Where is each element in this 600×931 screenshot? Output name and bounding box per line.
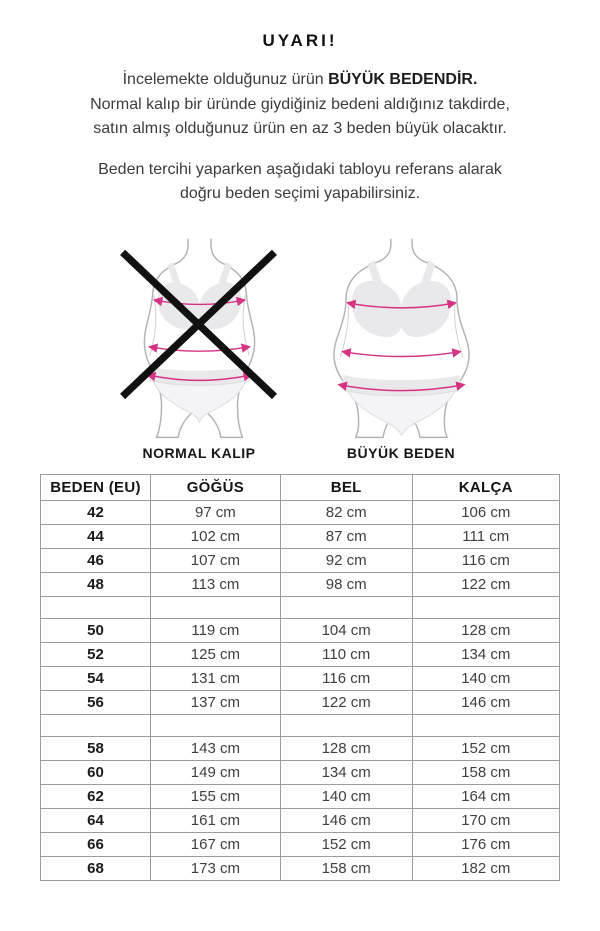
spacer-cell (41, 714, 151, 736)
measurement-cell: 116 cm (280, 666, 412, 690)
measurement-cell: 173 cm (151, 856, 281, 880)
spacer-cell (412, 714, 559, 736)
plus-size-figure (309, 238, 494, 440)
spacer-cell (280, 714, 412, 736)
size-cell: 68 (41, 856, 151, 880)
size-cell: 48 (41, 572, 151, 596)
body-figures-row (0, 238, 600, 461)
size-table-row (41, 832, 560, 856)
spacer-cell (41, 596, 151, 618)
normal-fit-figure (107, 238, 292, 440)
measurement-cell: 87 cm (280, 524, 412, 548)
measurement-cell: 113 cm (151, 572, 281, 596)
measurement-cell: 97 cm (151, 500, 281, 524)
column-header: GÖĞÜS (151, 474, 281, 500)
measurement-cell: 140 cm (412, 666, 559, 690)
measurement-cell: 92 cm (280, 548, 412, 572)
warning-line-1-bold: BÜYÜK BEDENDİR. (328, 71, 478, 88)
size-cell: 60 (41, 760, 151, 784)
measurement-cell: 122 cm (280, 690, 412, 714)
size-table (40, 474, 560, 881)
measurement-cell: 146 cm (280, 808, 412, 832)
spacer-row (41, 714, 560, 736)
measurement-cell: 128 cm (412, 618, 559, 642)
normal-fit-figure-column (104, 238, 294, 461)
measurement-cell: 155 cm (151, 784, 281, 808)
warning-paragraph (0, 68, 600, 142)
measurement-cell: 122 cm (412, 572, 559, 596)
normal-fit-label: NORMAL KALIP (142, 444, 256, 461)
warning-line-2: Normal kalıp bir üründe giydiğiniz bedeni aldığınız takdirde, (90, 95, 510, 113)
spacer-cell (151, 596, 281, 618)
size-table-row (41, 500, 560, 524)
size-table-row (41, 666, 560, 690)
spacer-row (41, 596, 560, 618)
instruction-line-1: Beden tercihi yaparken aşağıdaki tabloyu referans alarak (98, 160, 502, 178)
size-table-header-row (41, 474, 560, 500)
measurement-cell: 116 cm (412, 548, 559, 572)
size-cell: 64 (41, 808, 151, 832)
size-table-row (41, 618, 560, 642)
measurement-cell: 119 cm (151, 618, 281, 642)
measurement-cell: 125 cm (151, 642, 281, 666)
measurement-cell: 176 cm (412, 832, 559, 856)
column-header: BEDEN (EU) (41, 474, 151, 500)
page-title: UYARI! (262, 31, 338, 50)
measurement-cell: 128 cm (280, 736, 412, 760)
size-table-row (41, 548, 560, 572)
size-cell: 44 (41, 524, 151, 548)
measurement-cell: 140 cm (280, 784, 412, 808)
warning-line-1 (0, 68, 600, 93)
size-cell: 54 (41, 666, 151, 690)
size-cell: 52 (41, 642, 151, 666)
size-cell: 42 (41, 500, 151, 524)
plus-size-figure-column (306, 238, 496, 461)
size-cell: 62 (41, 784, 151, 808)
measurement-cell: 152 cm (412, 736, 559, 760)
measurement-cell: 106 cm (412, 500, 559, 524)
size-cell: 50 (41, 618, 151, 642)
measurement-cell: 104 cm (280, 618, 412, 642)
measurement-cell: 102 cm (151, 524, 281, 548)
measurement-cell: 134 cm (412, 642, 559, 666)
instruction-paragraph (0, 158, 600, 207)
measurement-cell: 82 cm (280, 500, 412, 524)
size-table-row (41, 572, 560, 596)
size-table-row (41, 808, 560, 832)
measurement-cell: 110 cm (280, 642, 412, 666)
size-table-body (41, 500, 560, 880)
size-table-row (41, 784, 560, 808)
measurement-cell: 107 cm (151, 548, 281, 572)
measurement-cell: 149 cm (151, 760, 281, 784)
size-table-row (41, 690, 560, 714)
plus-size-label: BÜYÜK BEDEN (346, 444, 456, 461)
measurement-cell: 134 cm (280, 760, 412, 784)
size-table-row (41, 524, 560, 548)
size-cell: 66 (41, 832, 151, 856)
size-cell: 56 (41, 690, 151, 714)
measurement-cell: 158 cm (412, 760, 559, 784)
measurement-cell: 158 cm (280, 856, 412, 880)
warning-line-1-regular: İncelemekte olduğunuz ürün (122, 71, 329, 88)
column-header: BEL (280, 474, 412, 500)
measurement-cell: 111 cm (412, 524, 559, 548)
measurement-cell: 182 cm (412, 856, 559, 880)
size-table-row (41, 856, 560, 880)
spacer-cell (151, 714, 281, 736)
measurement-cell: 146 cm (412, 690, 559, 714)
measurement-cell: 170 cm (412, 808, 559, 832)
measurement-cell: 164 cm (412, 784, 559, 808)
spacer-cell (280, 596, 412, 618)
instruction-line-2: doğru beden seçimi yapabilirsiniz. (179, 185, 421, 202)
measurement-cell: 143 cm (151, 736, 281, 760)
measurement-cell: 137 cm (151, 690, 281, 714)
size-table-row (41, 642, 560, 666)
size-guide-page (0, 31, 600, 881)
size-cell: 58 (41, 736, 151, 760)
measurement-cell: 161 cm (151, 808, 281, 832)
size-table-row (41, 736, 560, 760)
warning-line-3: satın almış olduğunuz ürün en az 3 beden büyük olacaktır. (93, 120, 507, 137)
measurement-cell: 131 cm (151, 666, 281, 690)
measurement-cell: 98 cm (280, 572, 412, 596)
size-cell: 46 (41, 548, 151, 572)
spacer-cell (412, 596, 559, 618)
size-table-row (41, 760, 560, 784)
measurement-cell: 167 cm (151, 832, 281, 856)
measurement-cell: 152 cm (280, 832, 412, 856)
column-header: KALÇA (412, 474, 559, 500)
